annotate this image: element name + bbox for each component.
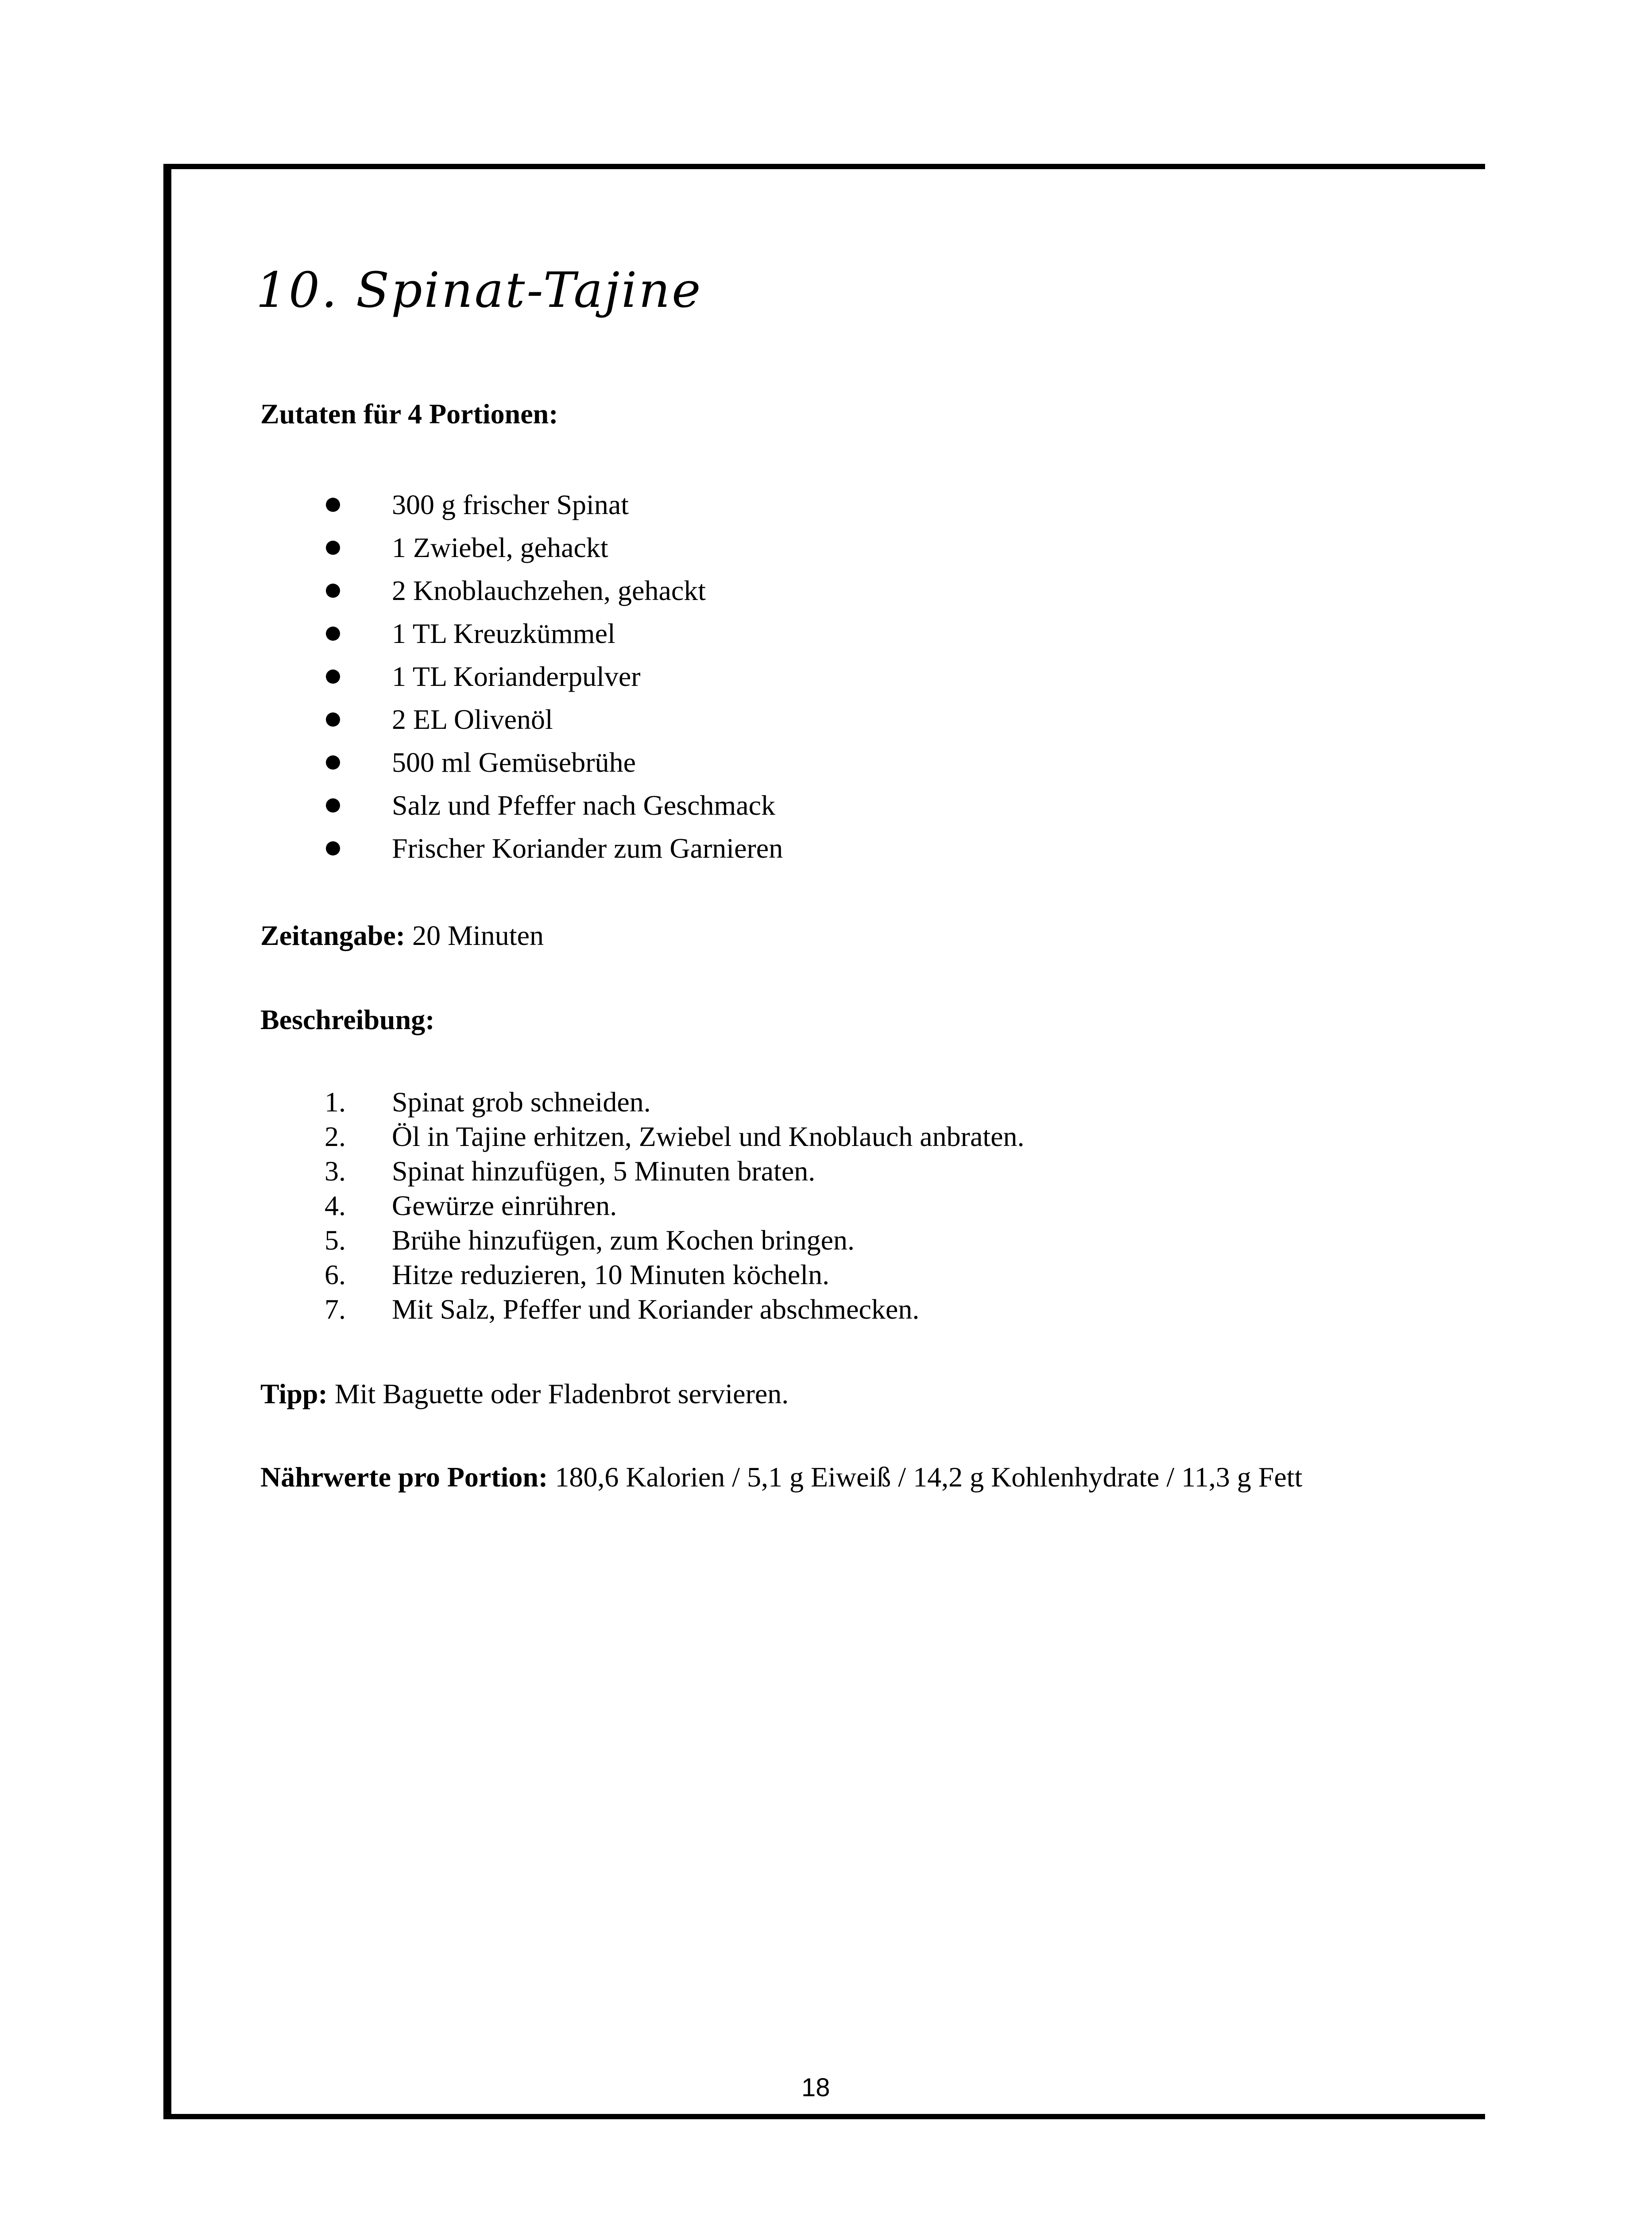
description-heading: Beschreibung: — [260, 1004, 435, 1035]
step-text: Spinat grob schneiden. — [392, 1086, 651, 1118]
tip — [260, 1376, 789, 1412]
list-item — [0, 1154, 1151, 1188]
list-item — [0, 1085, 1151, 1119]
bullet-icon — [326, 712, 340, 727]
list-item — [0, 1119, 1151, 1154]
step-number: 1. — [325, 1086, 346, 1118]
step-text: Hitze reduzieren, 10 Minuten köcheln. — [392, 1259, 830, 1290]
ingredient-text: Salz und Pfeffer nach Geschmack — [392, 790, 776, 821]
ingredient-text: 1 Zwiebel, gehackt — [392, 532, 608, 563]
step-text: Öl in Tajine erhitzen, Zwiebel und Knoblauch anbraten. — [392, 1121, 1025, 1152]
step-number: 3. — [325, 1155, 346, 1187]
step-number: 5. — [325, 1224, 346, 1256]
step-number: 7. — [325, 1293, 346, 1325]
step-text: Mit Salz, Pfeffer und Koriander abschmecken. — [392, 1293, 920, 1325]
list-item — [0, 702, 1063, 737]
step-number: 6. — [325, 1259, 346, 1290]
ingredient-text: 2 EL Olivenöl — [392, 704, 553, 735]
list-item — [0, 1223, 1151, 1258]
list-item — [0, 573, 1063, 608]
ingredient-text: Frischer Koriander zum Garnieren — [392, 832, 783, 864]
tip-value: Mit Baguette oder Fladenbrot servieren. — [334, 1378, 789, 1409]
list-item — [0, 1188, 1151, 1223]
step-text: Brühe hinzufügen, zum Kochen bringen. — [392, 1224, 855, 1256]
bullet-icon — [326, 498, 340, 512]
step-text: Gewürze einrühren. — [392, 1190, 617, 1221]
list-item — [0, 1258, 1151, 1292]
bullet-icon — [326, 541, 340, 555]
list-item — [0, 1292, 1151, 1327]
step-text: Spinat hinzufügen, 5 Minuten braten. — [392, 1155, 816, 1187]
bullet-icon — [326, 841, 340, 855]
list-item — [0, 788, 1063, 823]
list-item — [0, 487, 1063, 523]
list-item — [0, 659, 1063, 694]
page-number: 18 — [801, 2073, 830, 2102]
ingredients-heading: Zutaten für 4 Portionen: — [260, 398, 558, 430]
list-item — [0, 831, 1063, 866]
step-number: 4. — [325, 1190, 346, 1221]
time-label: Zeitangabe: — [260, 920, 406, 951]
bullet-icon — [326, 755, 340, 770]
ingredient-text: 1 TL Korianderpulver — [392, 661, 641, 692]
bullet-icon — [326, 798, 340, 813]
bullet-icon — [326, 584, 340, 598]
nutrition-label: Nährwerte pro Portion: — [260, 1461, 548, 1493]
list-item — [0, 745, 1063, 780]
list-item — [0, 530, 1063, 565]
recipe-title: 10. Spinat-Tajine — [256, 262, 703, 318]
ingredient-text: 500 ml Gemüsebrühe — [392, 747, 636, 778]
step-number: 2. — [325, 1121, 346, 1152]
time-info — [260, 918, 544, 953]
ingredient-text: 300 g frischer Spinat — [392, 489, 629, 520]
tip-label: Tipp: — [260, 1378, 328, 1409]
bullet-icon — [326, 627, 340, 641]
ingredient-text: 1 TL Kreuzkümmel — [392, 618, 615, 649]
list-item — [0, 616, 1063, 651]
bullet-icon — [326, 670, 340, 684]
nutrition-value: 180,6 Kalorien / 5,1 g Eiweiß / 14,2 g Kohlenhydrate / 11,3 g Fett — [555, 1461, 1303, 1493]
ingredient-text: 2 Knoblauchzehen, gehackt — [392, 575, 706, 606]
time-value: 20 Minuten — [412, 920, 544, 951]
nutrition-info — [260, 1459, 1302, 1495]
